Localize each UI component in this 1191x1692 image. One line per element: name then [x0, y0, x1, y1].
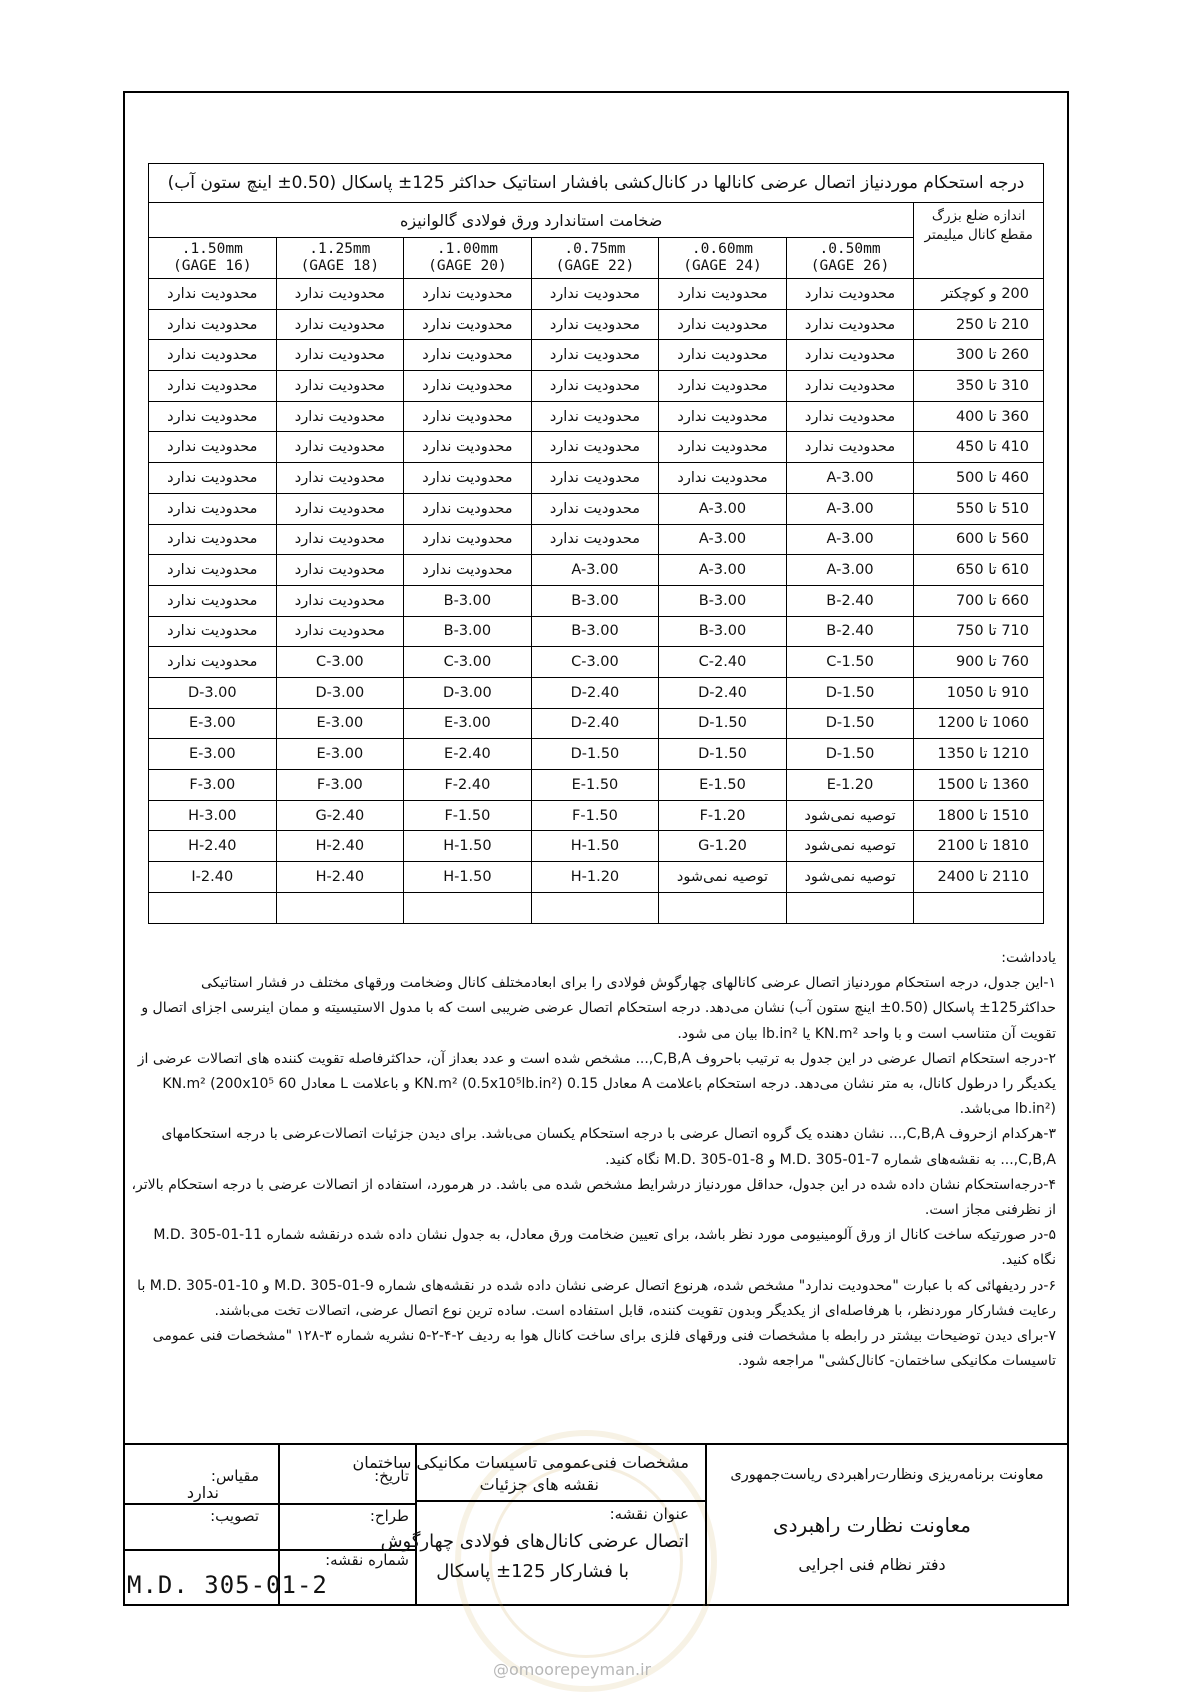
strength-cell: B-3.00 — [404, 585, 532, 616]
date-label: تاریخ: — [374, 1467, 409, 1485]
table-row — [149, 371, 1044, 402]
strength-cell: G-2.40 — [276, 800, 404, 831]
strength-cell: محدودیت ندارد — [786, 401, 914, 432]
strength-cell: محدودیت ندارد — [276, 309, 404, 340]
strength-cell: محدودیت ندارد — [276, 432, 404, 463]
strength-cell: E-3.00 — [276, 739, 404, 770]
strength-cell: محدودیت ندارد — [149, 371, 277, 402]
table-row — [149, 831, 1044, 862]
strength-cell: D-1.50 — [786, 739, 914, 770]
strength-cell: محدودیت ندارد — [149, 309, 277, 340]
strength-cell: B-3.00 — [659, 616, 787, 647]
strength-cell: محدودیت ندارد — [404, 371, 532, 402]
grade-table — [148, 163, 1044, 924]
notes-title: یادداشت: — [1001, 950, 1056, 966]
gauge-mm: 0.75mm. — [564, 241, 626, 257]
watermark-site: @omoorepeyman.ir — [493, 1660, 652, 1679]
strength-cell: محدودیت ندارد — [149, 432, 277, 463]
strength-cell: E-3.00 — [276, 708, 404, 739]
spec-title: مشخصات فنی‌عمومی تاسیسات مکانیکی ساختمان — [352, 1453, 689, 1472]
gauge-mm: 1.50mm. — [181, 241, 243, 257]
strength-cell: محدودیت ندارد — [659, 371, 787, 402]
strength-cell: F-3.00 — [276, 770, 404, 801]
thickness-header: ضخامت استاندارد ورق فولادی گالوانیزه — [149, 203, 914, 238]
strength-cell: D-2.40 — [531, 708, 659, 739]
note-item: ۵-در صورتیکه ساخت کانال از ورق آلومینیومی مورد نظر باشد، برای تعیین ضخامت ورق معادل، به جدول نشان داده شده درنقشه شماره M.D. 305-01-11 نگاه کنید. — [153, 1227, 1056, 1269]
duct-size-cell: 2110 تا 2400 — [914, 862, 1044, 893]
strength-cell: محدودیت ندارد — [276, 279, 404, 310]
strength-cell: محدودیت ندارد — [531, 401, 659, 432]
duct-size-cell: 360 تا 400 — [914, 401, 1044, 432]
strength-cell: محدودیت ندارد — [404, 493, 532, 524]
gauge-number: (GAGE 24) — [683, 258, 762, 274]
gauge-number: (GAGE 26) — [810, 258, 890, 274]
strength-cell: محدودیت ندارد — [276, 463, 404, 494]
strength-cell: F-1.50 — [404, 800, 532, 831]
size-column-header: اندازه ضلع بزرگ مقطع کانال میلیمتر — [914, 203, 1044, 279]
drawing-title-line2: با فشارکار 125± پاسکال — [436, 1561, 629, 1582]
strength-cell: توصیه نمی‌شود — [786, 862, 914, 893]
strength-cell: محدودیت ندارد — [531, 371, 659, 402]
table-row — [149, 677, 1044, 708]
strength-cell: C-3.00 — [276, 647, 404, 678]
strength-cell: A-3.00 — [786, 463, 914, 494]
strength-cell: E-1.50 — [659, 770, 787, 801]
strength-cell: H-1.50 — [404, 862, 532, 893]
drawing-title-label: عنوان نقشه: — [609, 1505, 689, 1523]
strength-cell: محدودیت ندارد — [404, 524, 532, 555]
table-row — [149, 463, 1044, 494]
strength-cell: محدودیت ندارد — [659, 463, 787, 494]
strength-cell: محدودیت ندارد — [659, 309, 787, 340]
strength-cell: محدودیت ندارد — [276, 371, 404, 402]
strength-cell: G-1.20 — [659, 831, 787, 862]
strength-cell: توصیه نمی‌شود — [786, 800, 914, 831]
table-row — [149, 279, 1044, 310]
table-row-empty — [149, 892, 1044, 923]
strength-cell: F-3.00 — [149, 770, 277, 801]
gauge-header — [659, 238, 787, 279]
duct-size-cell: 660 تا 700 — [914, 585, 1044, 616]
table-row — [149, 862, 1044, 893]
strength-cell: محدودیت ندارد — [276, 585, 404, 616]
table-row — [149, 309, 1044, 340]
strength-cell: B-3.00 — [404, 616, 532, 647]
duct-size-cell: 210 تا 250 — [914, 309, 1044, 340]
table-row — [149, 585, 1044, 616]
strength-cell: H-1.50 — [531, 831, 659, 862]
strength-cell: A-3.00 — [659, 493, 787, 524]
strength-cell: H-1.50 — [404, 831, 532, 862]
strength-cell: محدودیت ندارد — [531, 340, 659, 371]
strength-cell: محدودیت ندارد — [659, 401, 787, 432]
strength-cell: محدودیت ندارد — [276, 401, 404, 432]
duct-size-cell: 560 تا 600 — [914, 524, 1044, 555]
strength-cell: D-1.50 — [786, 708, 914, 739]
strength-cell: محدودیت ندارد — [149, 524, 277, 555]
strength-cell: محدودیت ندارد — [276, 340, 404, 371]
strength-cell: محدودیت ندارد — [276, 555, 404, 586]
strength-cell: D-1.50 — [786, 677, 914, 708]
table-title: درجه استحکام موردنیاز اتصال عرضی کانالها در کانال‌کشی بافشار استاتیک حداکثر 125± پاسکال (0.50± اینچ ستون آب) — [149, 164, 1044, 203]
strength-cell: D-3.00 — [149, 677, 277, 708]
strength-cell: F-2.40 — [404, 770, 532, 801]
strength-cell: محدودیت ندارد — [659, 279, 787, 310]
table-row — [149, 647, 1044, 678]
gauge-number: (GAGE 22) — [555, 258, 635, 274]
table-row — [149, 340, 1044, 371]
org-department: معاونت نظارت راهبردی — [773, 1513, 971, 1537]
duct-size-cell: 260 تا 300 — [914, 340, 1044, 371]
strength-cell: D-2.40 — [659, 677, 787, 708]
table-row — [149, 555, 1044, 586]
strength-cell: محدودیت ندارد — [149, 279, 277, 310]
note-item: ۷-برای دیدن توضیحات بیشتر در رابطه با مشخصات فنی ورقهای فلزی برای ساخت کانال هوا به ردیف ۲-۴-۲-۵ نشریه شماره ۳-۱۲۸ "مشخصات فنی عمومی تاسیسات مکانیکی ساختمان- کانال‌کشی" مراجعه شود. — [152, 1328, 1056, 1370]
strength-cell: A-3.00 — [786, 555, 914, 586]
strength-cell: D-3.00 — [276, 677, 404, 708]
duct-size-cell: 410 تا 450 — [914, 432, 1044, 463]
strength-cell: محدودیت ندارد — [659, 340, 787, 371]
spec-subtitle: نقشه های جزئیات — [479, 1475, 599, 1494]
strength-cell: محدودیت ندارد — [404, 340, 532, 371]
duct-size-cell: 1360 تا 1500 — [914, 770, 1044, 801]
strength-cell: E-2.40 — [404, 739, 532, 770]
title-block — [123, 1443, 1069, 1606]
strength-cell: A-3.00 — [531, 555, 659, 586]
gauge-number: (GAGE 16) — [173, 258, 252, 274]
table-row — [149, 493, 1044, 524]
duct-size-cell: 200 و کوچکتر — [914, 279, 1044, 310]
note-item: ۱-این جدول، درجه استحکام موردنیاز اتصال عرضی کانالهای چهارگوش فولادی را برای ابعادمختلف کانال وضخامت ورقهای مختلف در فشار استاتیکی حداکثر125± پاسکال (0.50± اینچ ستون آب) نشان می‌دهد. درجه استحکام اتصال عرضی ضریبی است که با مدول الاستیسیته و ممان اینرسی اجزای اتصال و تقویت آن متناسب است و با واحد KN.m² یا lb.in² بیان می شود. — [141, 975, 1056, 1042]
org-office: دفتر نظام فنی اجرایی — [798, 1555, 946, 1574]
strength-cell: محدودیت ندارد — [531, 493, 659, 524]
duct-size-cell: 710 تا 750 — [914, 616, 1044, 647]
drawing-number-label: شماره نقشه: — [325, 1551, 409, 1569]
strength-cell: محدودیت ندارد — [149, 401, 277, 432]
strength-cell: محدودیت ندارد — [786, 340, 914, 371]
strength-cell: H-2.40 — [276, 831, 404, 862]
table-row — [149, 616, 1044, 647]
strength-cell: E-3.00 — [149, 739, 277, 770]
strength-cell: محدودیت ندارد — [404, 555, 532, 586]
strength-cell: محدودیت ندارد — [531, 432, 659, 463]
strength-cell: A-3.00 — [659, 524, 787, 555]
drawing-number: M.D. 305-01-2 — [127, 1571, 328, 1599]
strength-cell: محدودیت ندارد — [531, 279, 659, 310]
strength-cell: E-1.50 — [531, 770, 659, 801]
duct-size-cell: 1810 تا 2100 — [914, 831, 1044, 862]
strength-cell: B-2.40 — [786, 585, 914, 616]
strength-cell: محدودیت ندارد — [149, 585, 277, 616]
strength-cell: C-3.00 — [531, 647, 659, 678]
gauge-header — [786, 238, 914, 279]
note-item: ۶-در ردیفهائی که با عبارت "محدودیت ندارد" مشخص شده، هرنوع اتصال عرضی نشان داده شده در نقشه‌های شماره M.D. 305-01-9 و M.D. 305-01-10 با رعایت فشارکار موردنظر، با هرفاصله‌ای از یکدیگر وبدون تقویت کننده، قابل استفاده است. ساده ترین نوع اتصال عرضی، اتصالات تخت می‌باشند. — [137, 1277, 1056, 1319]
strength-cell: محدودیت ندارد — [531, 309, 659, 340]
duct-size-cell: 610 تا 650 — [914, 555, 1044, 586]
org-name: معاونت برنامه‌ریزی ونظارت‌راهبردی ریاست‌جمهوری — [730, 1467, 1044, 1483]
strength-cell: E-3.00 — [149, 708, 277, 739]
duct-size-cell: 510 تا 550 — [914, 493, 1044, 524]
table-row — [149, 770, 1044, 801]
strength-cell: D-1.50 — [659, 739, 787, 770]
strength-cell: H-2.40 — [149, 831, 277, 862]
strength-cell: محدودیت ندارد — [531, 463, 659, 494]
strength-cell: محدودیت ندارد — [404, 401, 532, 432]
strength-cell: محدودیت ندارد — [786, 432, 914, 463]
strength-cell: D-1.50 — [531, 739, 659, 770]
strength-cell: محدودیت ندارد — [786, 309, 914, 340]
strength-cell: محدودیت ندارد — [786, 371, 914, 402]
gauge-header — [531, 238, 659, 279]
strength-cell: محدودیت ندارد — [149, 463, 277, 494]
duct-size-cell: 310 تا 350 — [914, 371, 1044, 402]
strength-cell: C-2.40 — [659, 647, 787, 678]
strength-cell: I-2.40 — [149, 862, 277, 893]
duct-size-cell: 760 تا 900 — [914, 647, 1044, 678]
notes-section — [128, 946, 1056, 1374]
duct-size-cell: 1510 تا 1800 — [914, 800, 1044, 831]
strength-cell: محدودیت ندارد — [149, 616, 277, 647]
strength-cell: F-1.50 — [531, 800, 659, 831]
strength-cell: محدودیت ندارد — [276, 493, 404, 524]
strength-cell: محدودیت ندارد — [786, 279, 914, 310]
strength-cell: محدودیت ندارد — [404, 279, 532, 310]
strength-cell: توصیه نمی‌شود — [786, 831, 914, 862]
gauge-mm: 1.25mm. — [309, 241, 371, 257]
strength-cell: E-1.20 — [786, 770, 914, 801]
strength-cell: محدودیت ندارد — [404, 463, 532, 494]
strength-cell: محدودیت ندارد — [149, 647, 277, 678]
strength-cell: D-1.50 — [659, 708, 787, 739]
strength-cell: F-1.20 — [659, 800, 787, 831]
strength-cell: محدودیت ندارد — [404, 432, 532, 463]
strength-cell: محدودیت ندارد — [276, 524, 404, 555]
table-row — [149, 800, 1044, 831]
strength-table — [148, 163, 1044, 924]
strength-cell: D-2.40 — [531, 677, 659, 708]
duct-size-cell: 1210 تا 1350 — [914, 739, 1044, 770]
strength-cell: D-3.00 — [404, 677, 532, 708]
gauge-number: (GAGE 18) — [300, 258, 380, 274]
note-item: ۳-هرکدام ازحروف C,B,A,... نشان دهنده یک گروه اتصال عرضی با درجه استحکام یکسان می‌باشد. برای دیدن جزئیات اتصالات‌عرضی با درجه استحکامهای C,B,A,... به نقشه‌های شماره M.D. 305-01-7 و M.D. 305-01-8 نگاه کنید. — [161, 1126, 1056, 1168]
strength-cell: B-2.40 — [786, 616, 914, 647]
strength-cell: محدودیت ندارد — [659, 432, 787, 463]
note-item: ۴-درجه‌استحکام نشان داده شده در این جدول، حداقل موردنیاز درشرایط مشخص شده می باشد. در هرمورد، استفاده از اتصالات عرضی با درجه استحکام بالاتر، از نظرفنی مجاز است. — [131, 1176, 1056, 1219]
strength-cell: H-2.40 — [276, 862, 404, 893]
strength-cell: محدودیت ندارد — [404, 309, 532, 340]
table-row — [149, 708, 1044, 739]
strength-cell: B-3.00 — [659, 585, 787, 616]
note-item: ۲-درجه استحکام اتصال عرضی در این جدول به ترتیب باحروف C,B,A,... مشخص شده است و عدد بعداز آن، حداکثرفاصله تقویت کننده های اتصالات عرضی از یکدیگر را درطول کانال، به متر نشان می‌دهد. درجه استحکام باعلامت A معادل 0.15 KN.m² (0.5x10⁵lb.in²) و باعلامت L معادل 60 KN.m² (200x10⁵ lb.in²) می‌باشد. — [137, 1050, 1056, 1118]
strength-cell: A-3.00 — [786, 493, 914, 524]
strength-cell: توصیه نمی‌شود — [659, 862, 787, 893]
strength-cell: C-3.00 — [404, 647, 532, 678]
designer-label: طراح: — [369, 1507, 409, 1525]
gauge-mm: 1.00mm. — [436, 241, 498, 257]
gauge-header — [149, 238, 277, 279]
strength-cell: H-1.20 — [531, 862, 659, 893]
gauge-header — [276, 238, 404, 279]
strength-cell: A-3.00 — [659, 555, 787, 586]
table-row — [149, 524, 1044, 555]
strength-cell: محدودیت ندارد — [149, 555, 277, 586]
duct-size-cell: 460 تا 500 — [914, 463, 1044, 494]
duct-size-cell: 1060 تا 1200 — [914, 708, 1044, 739]
strength-cell: محدودیت ندارد — [531, 524, 659, 555]
table-row — [149, 739, 1044, 770]
strength-cell: A-3.00 — [786, 524, 914, 555]
scale-value: ندارد — [186, 1483, 219, 1502]
gauge-mm: 0.50mm. — [819, 241, 881, 257]
strength-cell: B-3.00 — [531, 585, 659, 616]
strength-cell: محدودیت ندارد — [149, 493, 277, 524]
strength-cell: محدودیت ندارد — [276, 616, 404, 647]
gauge-header — [404, 238, 532, 279]
drawing-title-line1: اتصال عرضی کانال‌های فولادی چهارگوش — [380, 1531, 689, 1552]
approve-label: تصویب: — [210, 1507, 259, 1525]
duct-size-cell: 910 تا 1050 — [914, 677, 1044, 708]
strength-cell: H-3.00 — [149, 800, 277, 831]
strength-cell: B-3.00 — [531, 616, 659, 647]
scale-label: مقیاس: — [210, 1467, 259, 1485]
gauge-number: (GAGE 20) — [428, 258, 507, 274]
strength-cell: محدودیت ندارد — [149, 340, 277, 371]
gauge-mm: 0.60mm. — [691, 241, 754, 257]
table-row — [149, 432, 1044, 463]
strength-cell: C-1.50 — [786, 647, 914, 678]
table-row — [149, 401, 1044, 432]
strength-cell: E-3.00 — [404, 708, 532, 739]
